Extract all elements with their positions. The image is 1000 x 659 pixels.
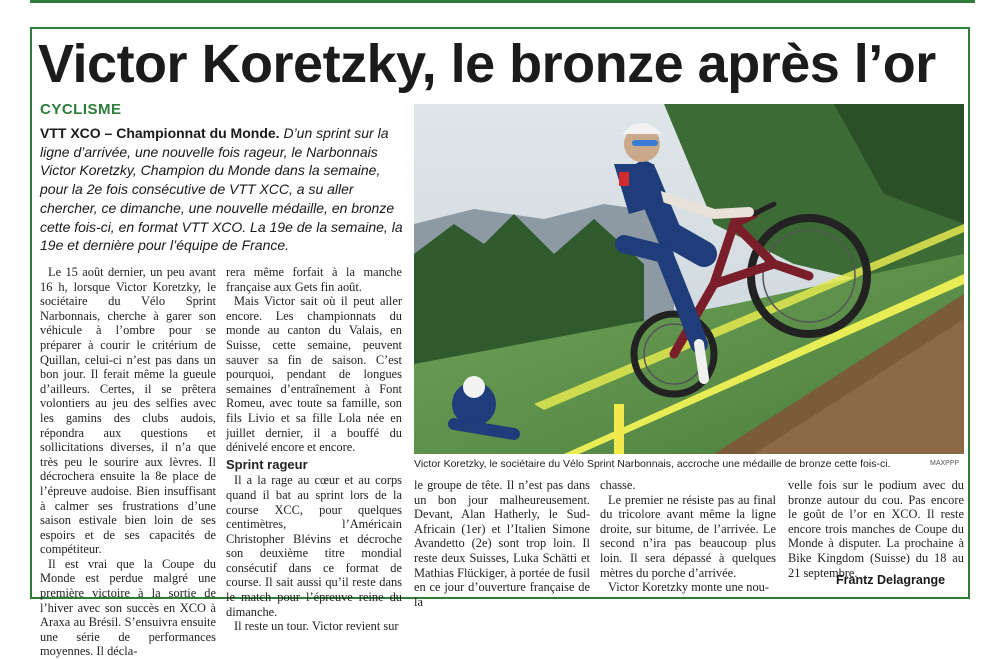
column-4 — [600, 478, 776, 595]
column-3 — [414, 478, 590, 609]
subheading: Sprint rageur — [226, 456, 308, 472]
rubric-label: CYCLISME — [40, 101, 122, 118]
column-5 — [788, 478, 964, 580]
photo-caption: Victor Koretzky, le sociétaire du Vélo Sprint Narbonnais, accroche une médaille de bronze cette fois-ci. — [414, 458, 891, 470]
paragraph: Le premier ne résiste pas au final du tricolore avant même la ligne droite, sur bitume, de l’arrivée. Le second n’ira pas beaucoup plus loin. Il sera dépassé à quelques mètres du porche d’arrivée. — [600, 492, 776, 580]
chapo — [40, 124, 405, 255]
paragraph: Il a la rage au cœur et au corps quand il bat au sprint lors de la course XCC, pour quelques centimètres, l’Américain Christopher Blévins et décroche son deuxième titre mondial consécutif dans ce format de course. Il sait aussi qu’il reste dans le match pour l’épreuve reine du dimanche. — [226, 473, 402, 619]
article-photo — [414, 104, 964, 454]
paragraph: le groupe de tête. Il n’est pas dans un bon jour malheureusement. Devant, Alan Hatherly, le Sud-Africain (1er) et l’Italien Simone Avandetto (2e) sont trop loin. Il reste deux Suisses, Luka Schätti et Mathias Flückiger, à portée de fusil en ce jour d’ouverture française de la — [414, 478, 590, 609]
top-rule — [30, 0, 975, 3]
paragraph: Le 15 août dernier, un peu avant 16 h, lorsque Victor Koretzky, le sociétaire du Vélo Sprint Narbonnais, cherche à garer son véhicule à l’ombre pour se préparer à courir le critérium de Quillan, celui-ci n’est pas dans un bon jour. Il ferait même la gueule d’ailleurs. Certes, il se prêtera volontiers au jeu des selfies avec les gamins des clubs audois, répondra aux questions et sollicitations diverses, il n’a que très peu le sourire aux lèvres. Il décrochera ensuite la 8e place de l’épreuve audoise. Bien insuffisant à calmer ses frustrations d’une saison estivale bien loin de ses espoirs et de ses capacités de compétiteur. — [40, 265, 216, 557]
paragraph: Il est vrai que la Coupe du Monde est perdue malgré une première victoire à la sortie de l’hiver avec son succès en XCO à Araxa au Brésil. S’ensuivra ensuite une série de performances moyennes. Il décla- — [40, 556, 216, 659]
author-signature: Frantz Delagrange — [836, 573, 946, 587]
chapo-lead: VTT XCO – Championnat du Monde. — [40, 125, 280, 141]
paragraph: rera même forfait à la manche française aux Gets fin août. — [226, 265, 402, 294]
column-1 — [40, 265, 216, 659]
column-2 — [226, 265, 402, 634]
paragraph: chasse. — [600, 478, 636, 492]
headline: Victor Koretzky, le bronze après l’or — [38, 34, 936, 94]
cyclist-photo-illustration — [414, 104, 964, 454]
photo-credit: MAXPPP — [930, 460, 960, 467]
paragraph: Mais Victor sait où il peut aller encore. Les championnats du monde au canton du Valais, en Suisse, cette semaine, peuvent sauver sa fin de saison. C’est pourquoi, pendant de longues semaines d’entraînement à Font Romeu, avec toute sa famille, son fils Livio et sa fille Lola née en juillet dernier, il a bouffé du dénivelé encore et encore. — [226, 294, 402, 455]
chapo-text: D’un sprint sur la ligne d’arrivée, une nouvelle fois rageur, le Narbonnais Victor Koretzky, Champion du Monde dans la semaine, pour la 2e fois consécutive de VTT XCC, a su aller chercher, ce dimanche, une nouvelle médaille, en bronze cette fois-ci, en format VTT XCO. La 19e de la semaine, la 19e et dernière pour l’équipe de France. — [40, 125, 403, 254]
paragraph: Il reste un tour. Victor revient sur — [234, 619, 399, 634]
paragraph: velle fois sur le podium avec du bronze autour du cou. Pas encore le goût de l’or en XCO. Il reste encore trois manches de Coupe du Monde à disputer. La prochaine à Bike Kingdom (Suisse) du 18 au 21 septembre. — [788, 478, 964, 580]
paragraph: Victor Koretzky monte une nou- — [608, 580, 769, 595]
